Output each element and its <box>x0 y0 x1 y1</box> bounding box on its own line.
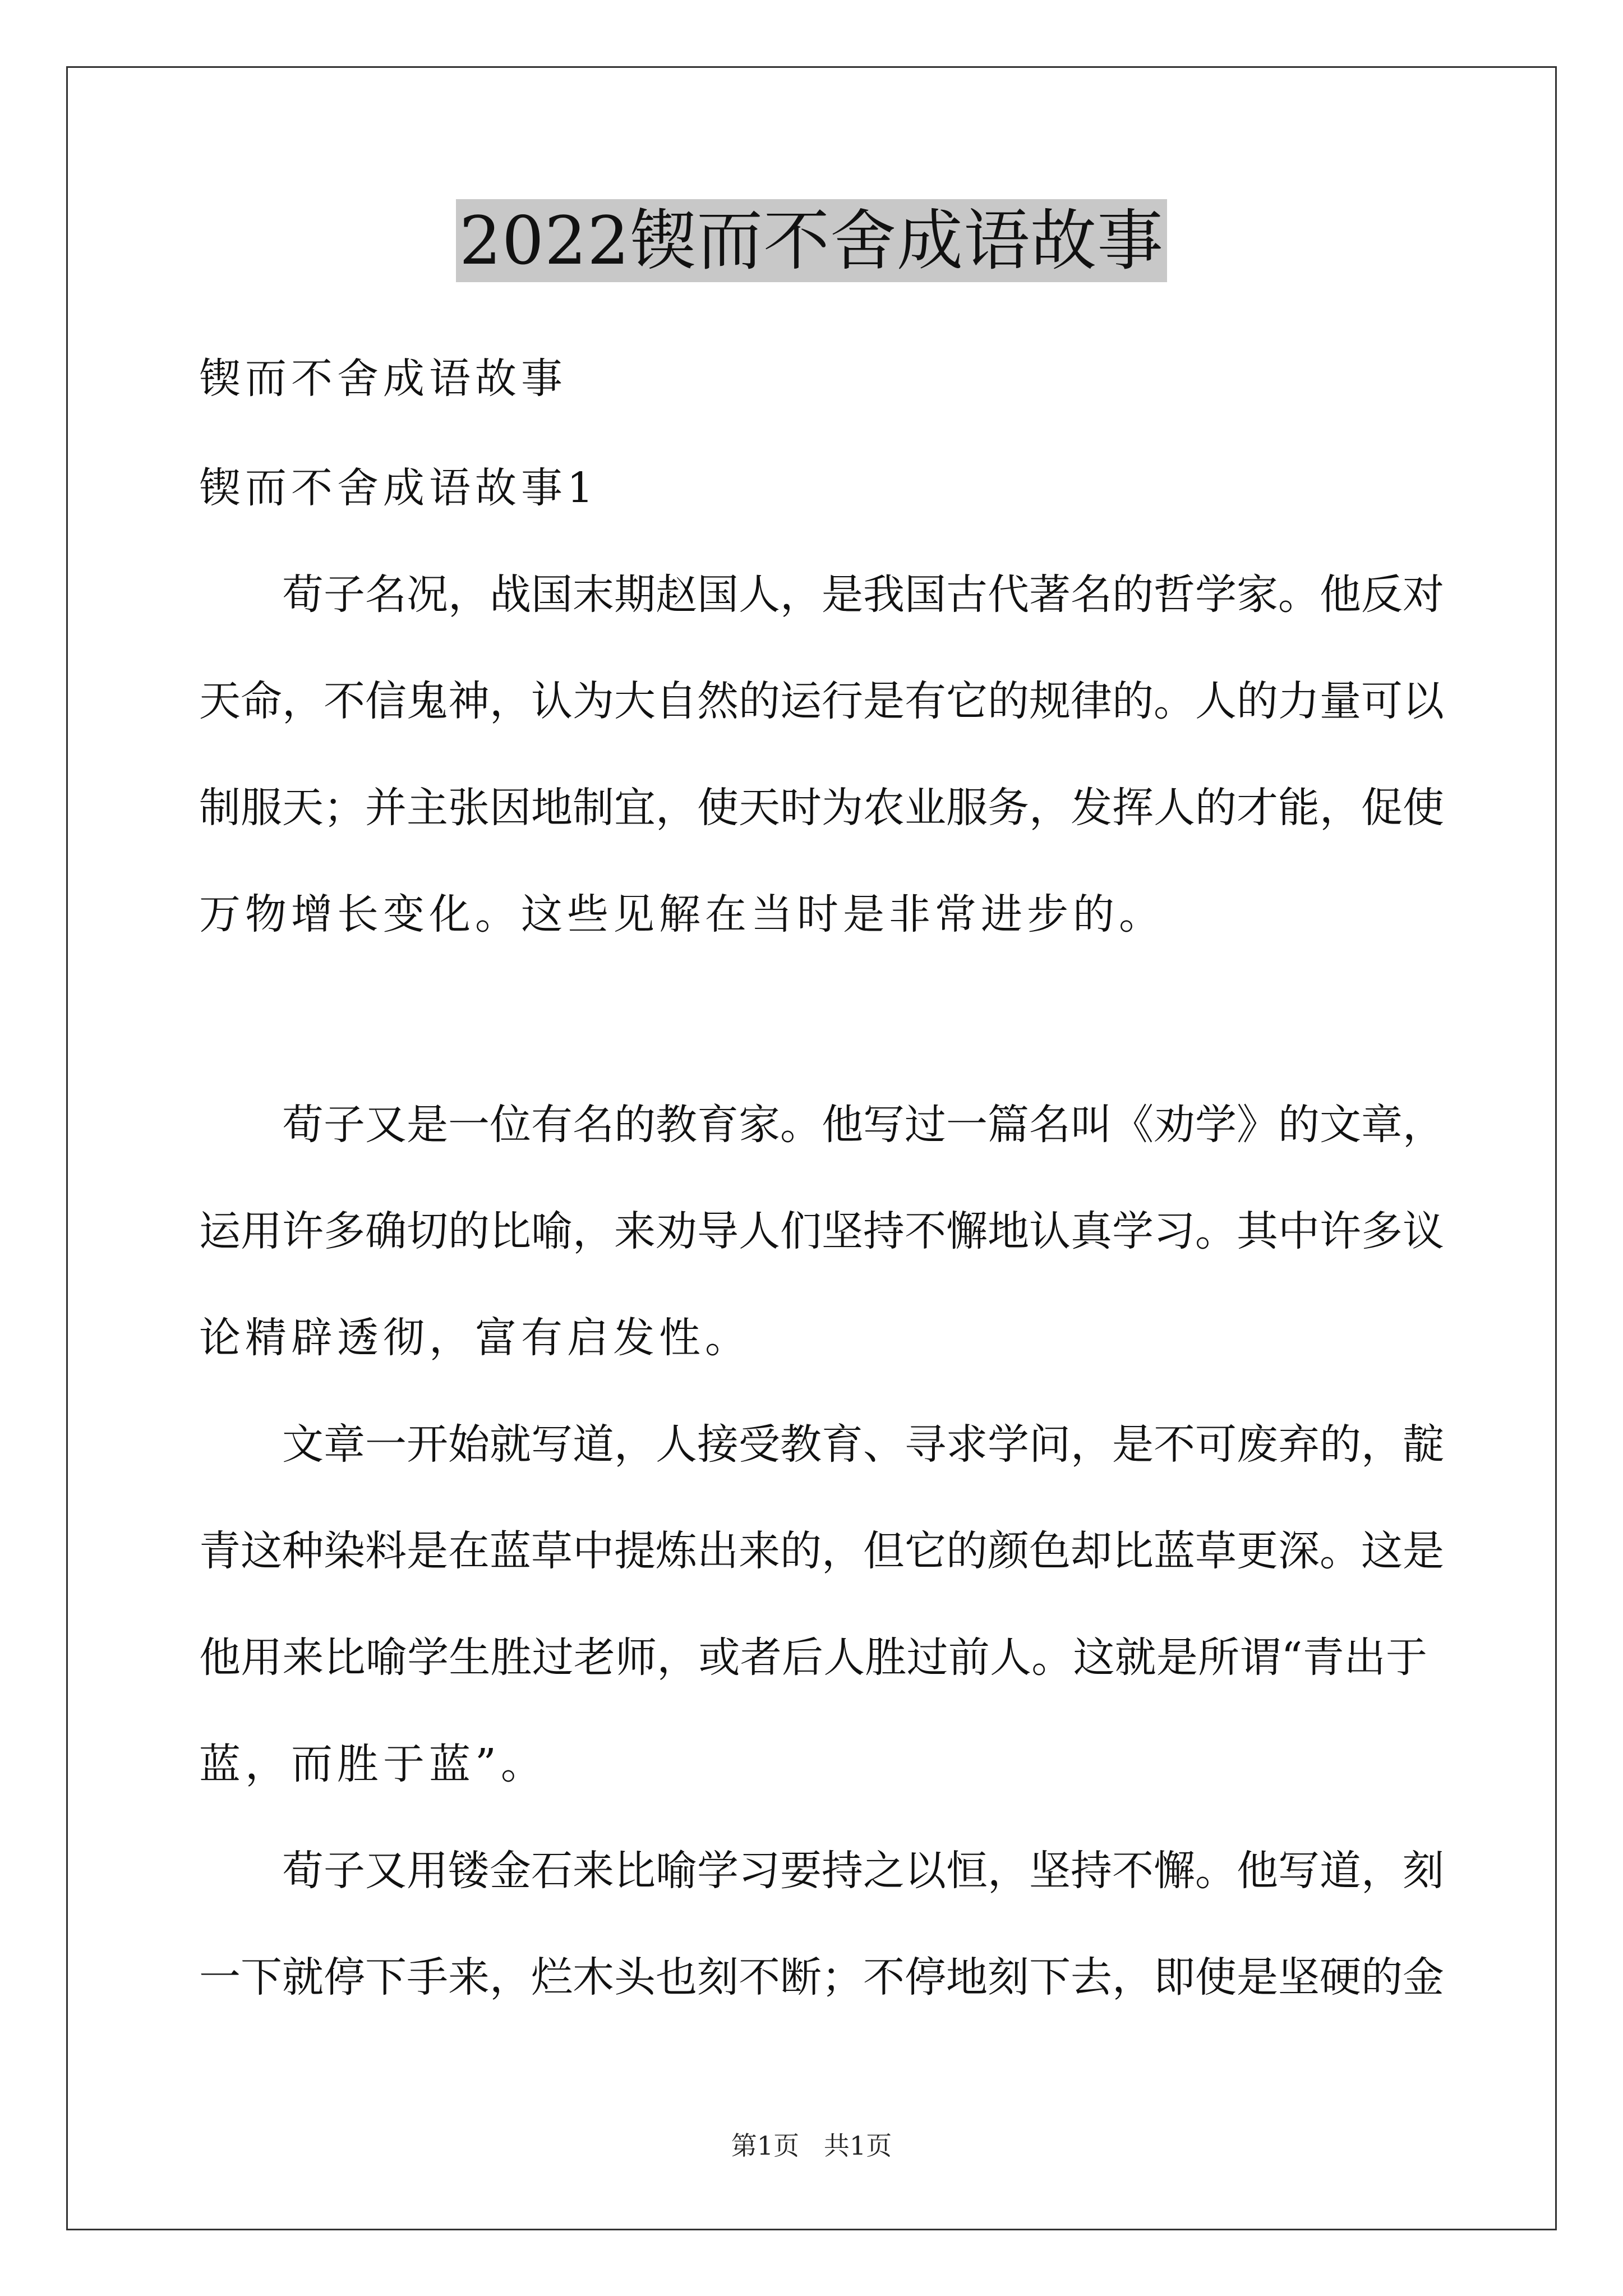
title-container <box>0 199 1623 282</box>
text-line: 万物增长变化。这些见解在当时是非常进步的。 <box>199 890 1165 938</box>
heading-1: 锲而不舍成语故事 <box>199 355 567 403</box>
document-title: 2022锲而不舍成语故事 <box>456 199 1167 282</box>
text-line: 蓝，而胜于蓝”。 <box>199 1740 547 1788</box>
text-line: 论精辟透彻，富有启发性。 <box>199 1314 751 1362</box>
text-line: 荀子又用镂金石来比喻学习要持之以恒，坚持不懈。他写道，刻 <box>199 1847 1444 1895</box>
text-line: 运用许多确切的比喻，来劝导人们坚持不懈地认真学习。其中许多议 <box>199 1207 1444 1255</box>
text-line: 制服天；并主张因地制宜，使天时为农业服务，发挥人的才能，促使 <box>199 784 1444 832</box>
text-line: 天命，不信鬼神，认为大自然的运行是有它的规律的。人的力量可以 <box>199 677 1444 725</box>
text-line: 他用来比喻学生胜过老师，或者后人胜过前人。这就是所谓“青出于 <box>199 1634 1427 1682</box>
text-line: 荀子名况，战国末期赵国人，是我国古代著名的哲学家。他反对 <box>199 570 1444 619</box>
text-line: 一下就停下手来，烂木头也刻不断；不停地刻下去，即使是坚硬的金 <box>199 1953 1444 2001</box>
text-line: 文章一开始就写道，人接受教育、寻求学问，是不可废弃的，靛 <box>199 1420 1444 1469</box>
page-footer: 第1页 共1页 <box>731 2131 892 2161</box>
heading-2: 锲而不舍成语故事1 <box>199 464 598 512</box>
text-line: 青这种染料是在蓝草中提炼出来的，但它的颜色却比蓝草更深。这是 <box>199 1527 1444 1575</box>
text-line: 荀子又是一位有名的教育家。他写过一篇名叫《劝学》的文章， <box>199 1101 1444 1149</box>
